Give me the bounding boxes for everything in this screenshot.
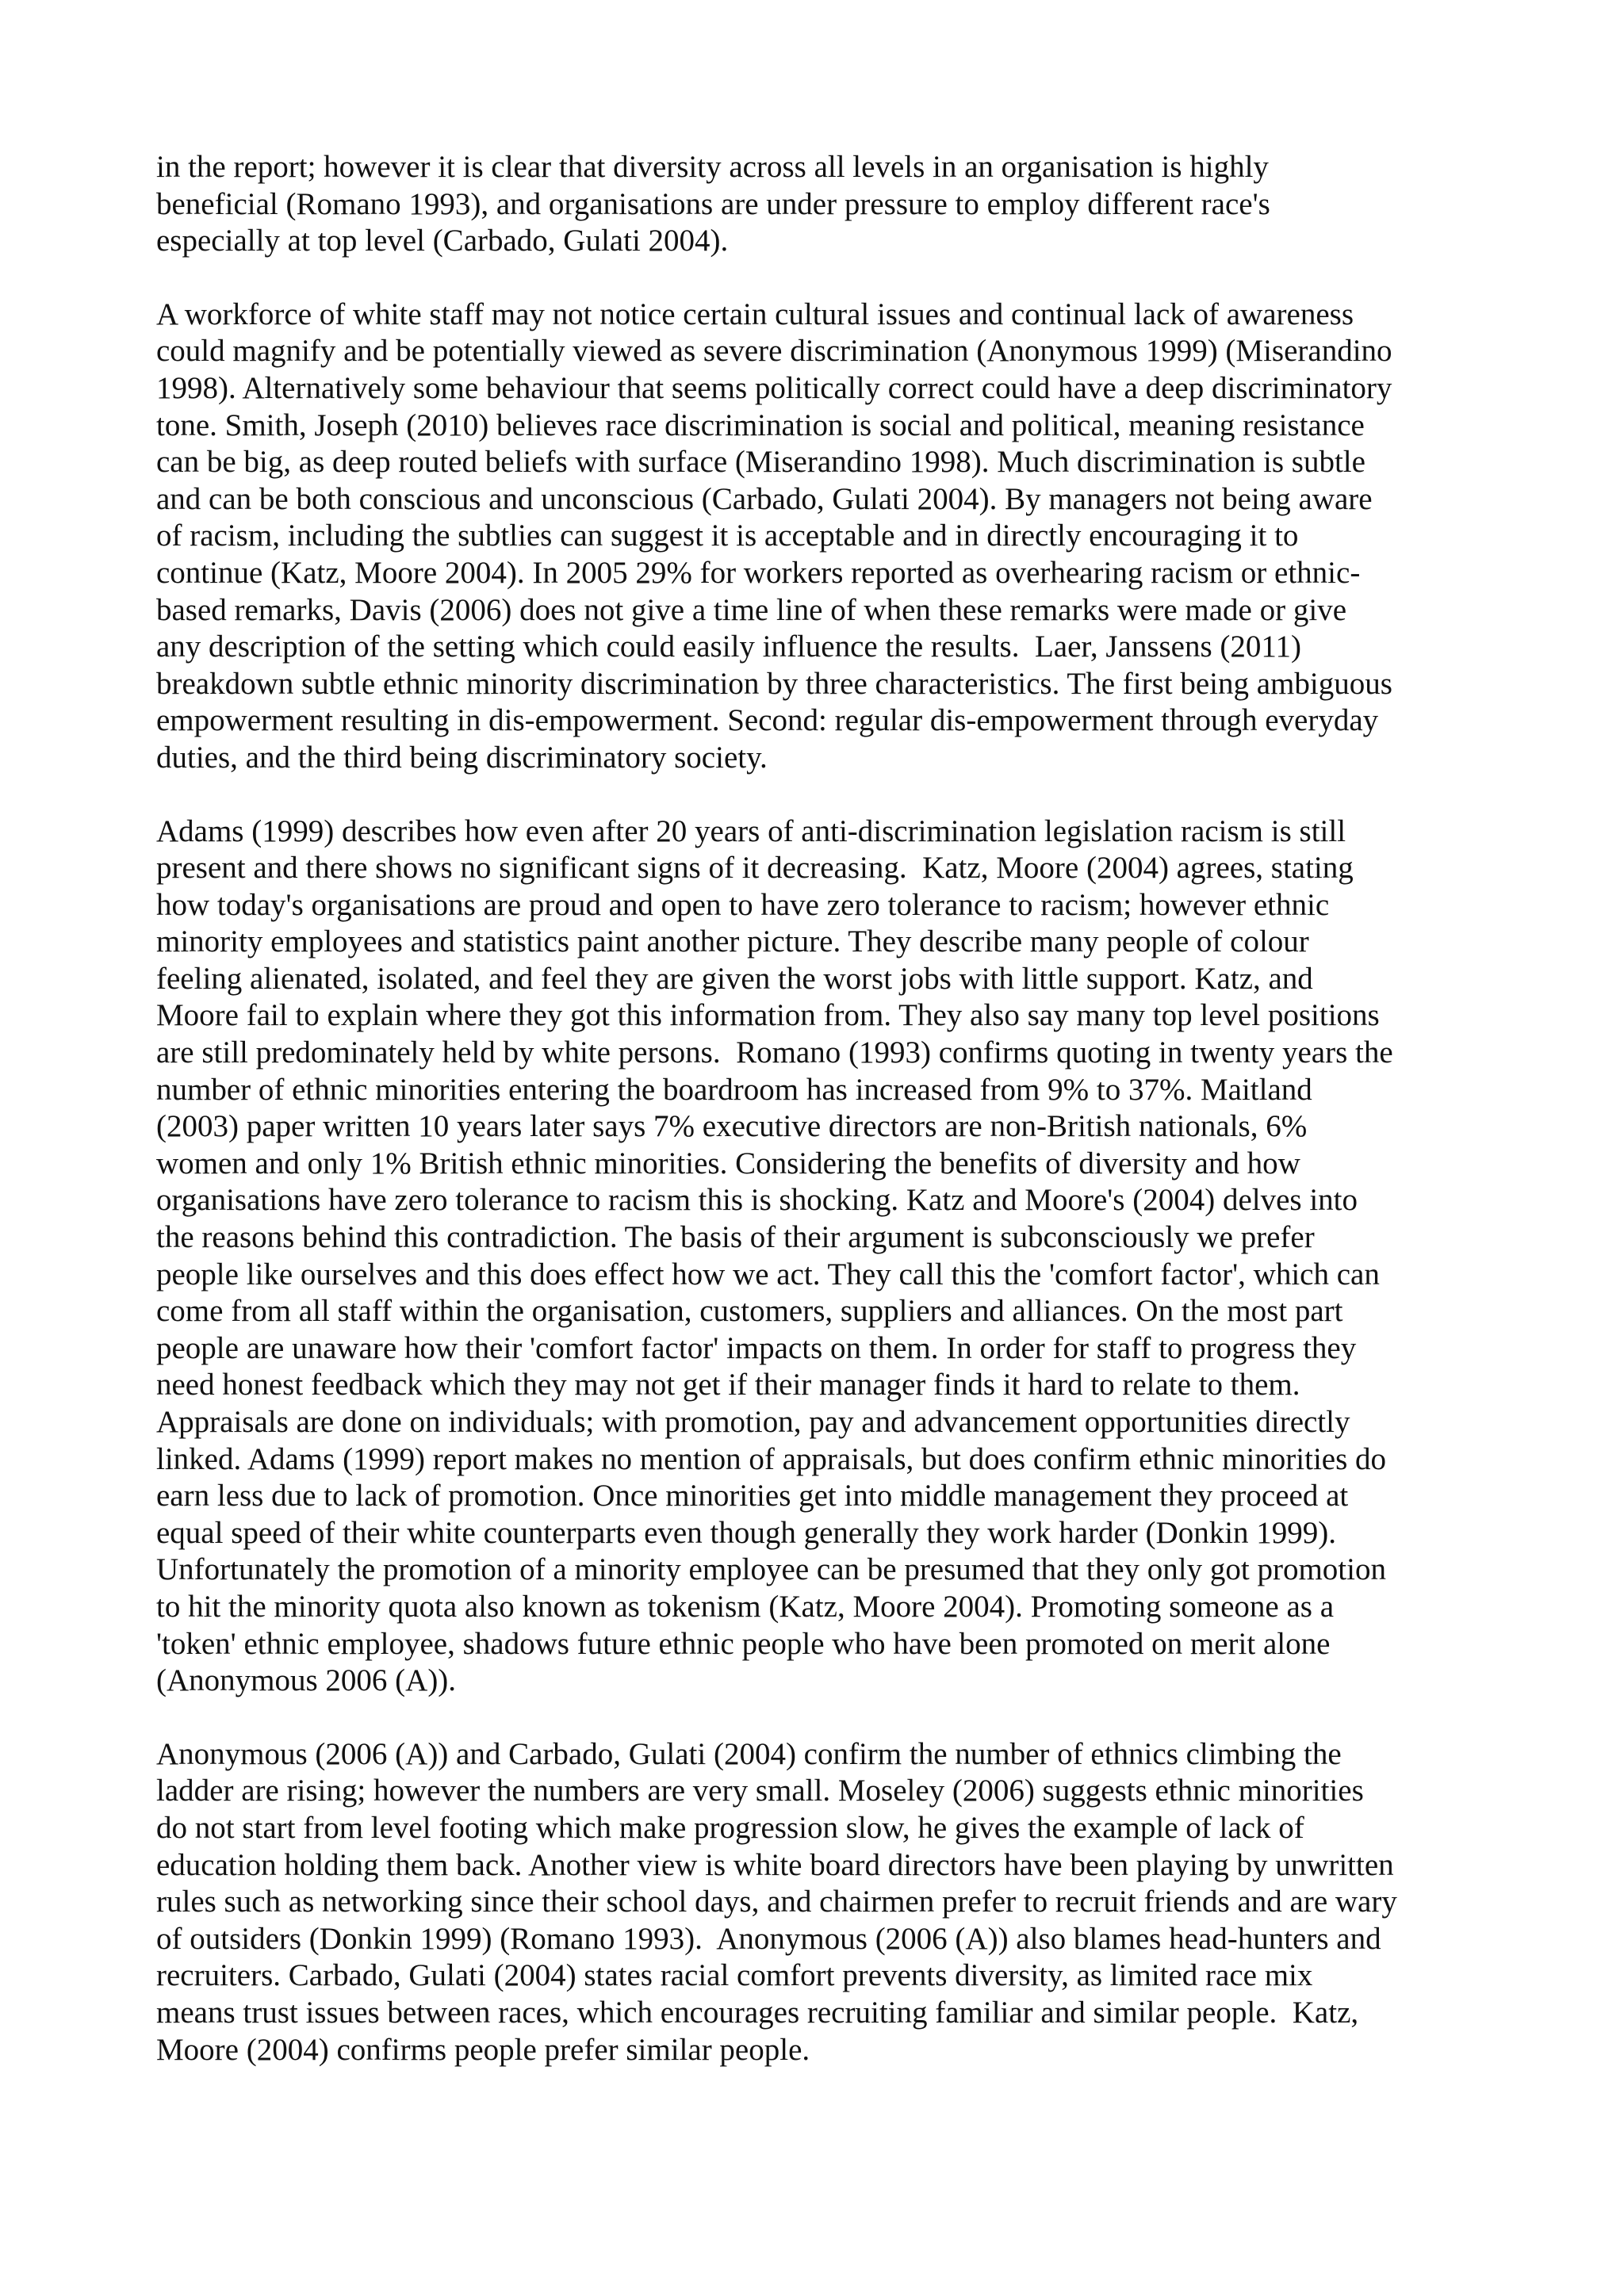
text-line: rules such as networking since their school days, and chairmen prefer to recruit friends and are wary: [156, 1885, 1397, 1919]
text-line: minority employees and statistics paint another picture. They describe many people of colour: [156, 924, 1309, 959]
text-line: ladder are rising; however the numbers are very small. Moseley (2006) suggests ethnic minorities: [156, 1774, 1364, 1808]
text-line: Appraisals are done on individuals; with promotion, pay and advancement opportunities directly: [156, 1405, 1350, 1439]
text-line: people are unaware how their 'comfort factor' impacts on them. In order for staff to progress they: [156, 1330, 1357, 1365]
text-line: earn less due to lack of promotion. Once minorities get into middle management they proceed at: [156, 1479, 1349, 1513]
text-line: breakdown subtle ethnic minority discrimination by three characteristics. The first being ambiguous: [156, 666, 1392, 701]
text-line: feeling alienated, isolated, and feel they are given the worst jobs with little support. Katz, and: [156, 961, 1313, 996]
paragraph: [156, 297, 1504, 777]
text-line: Unfortunately the promotion of a minority employee can be presumed that they only got promotion: [156, 1552, 1386, 1587]
paragraph: [156, 813, 1504, 1700]
text-line: duties, and the third being discriminatory society.: [156, 740, 768, 775]
text-line: 1998). Alternatively some behaviour that seems politically correct could have a deep discriminatory: [156, 370, 1392, 405]
text-line: in the report; however it is clear that diversity across all levels in an organisation is highly: [156, 150, 1269, 184]
text-line: number of ethnic minorities entering the boardroom has increased from 9% to 37%. Maitland: [156, 1072, 1312, 1107]
paragraph: [156, 149, 1504, 260]
text-line: 'token' ethnic employee, shadows future ethnic people who have been promoted on merit alone: [156, 1626, 1331, 1661]
text-line: organisations have zero tolerance to racism this is shocking. Katz and Moore's (2004) delves into: [156, 1183, 1358, 1218]
text-line: A workforce of white staff may not notice certain cultural issues and continual lack of awareness: [156, 297, 1354, 331]
text-line: means trust issues between races, which encourages recruiting familiar and similar people. Katz,: [156, 1995, 1359, 2030]
text-line: of racism, including the subtlies can suggest it is acceptable and in directly encouraging it to: [156, 519, 1299, 553]
text-line: and can be both conscious and unconscious (Carbado, Gulati 2004). By managers not being aware: [156, 481, 1373, 516]
text-line: of outsiders (Donkin 1999) (Romano 1993). Anonymous (2006 (A)) also blames head-hunters and: [156, 1921, 1381, 1956]
text-line: Moore fail to explain where they got this information from. They also say many top level positions: [156, 998, 1380, 1033]
text-line: how today's organisations are proud and open to have zero tolerance to racism; however ethnic: [156, 887, 1330, 922]
text-line: equal speed of their white counterparts even though generally they work harder (Donkin 1999).: [156, 1515, 1337, 1550]
text-line: beneficial (Romano 1993), and organisations are under pressure to employ different race's: [156, 186, 1270, 221]
document-page: [156, 149, 1504, 2105]
text-line: need honest feedback which they may not get if their manager finds it hard to relate to them.: [156, 1368, 1300, 1402]
text-line: (Anonymous 2006 (A)).: [156, 1663, 457, 1698]
text-line: Moore (2004) confirms people prefer similar people.: [156, 2032, 810, 2067]
text-line: present and there shows no significant signs of it decreasing. Katz, Moore (2004) agrees, stating: [156, 851, 1354, 886]
text-line: do not start from level footing which make progression slow, he gives the example of lack of: [156, 1810, 1304, 1845]
text-line: any description of the setting which could easily influence the results. Laer, Janssens (2011): [156, 629, 1301, 664]
text-line: the reasons behind this contradiction. The basis of their argument is subconsciously we prefer: [156, 1220, 1315, 1255]
text-line: empowerment resulting in dis-empowerment. Second: regular dis-empowerment through everyday: [156, 703, 1379, 738]
text-line: could magnify and be potentially viewed as severe discrimination (Anonymous 1999) (Miserandino: [156, 334, 1392, 369]
text-line: Anonymous (2006 (A)) and Carbado, Gulati (2004) confirm the number of ethnics climbing the: [156, 1736, 1342, 1771]
text-line: are still predominately held by white persons. Romano (1993) confirms quoting in twenty years the: [156, 1035, 1393, 1070]
text-line: based remarks, Davis (2006) does not give a time line of when these remarks were made or give: [156, 592, 1347, 627]
text-line: continue (Katz, Moore 2004). In 2005 29% for workers reported as overhearing racism or ethnic-: [156, 555, 1361, 590]
text-line: to hit the minority quota also known as tokenism (Katz, Moore 2004). Promoting someone as a: [156, 1589, 1335, 1624]
text-line: recruiters. Carbado, Gulati (2004) states racial comfort prevents diversity, as limited race mix: [156, 1958, 1313, 1993]
text-line: people like ourselves and this does effect how we act. They call this the 'comfort factor', which can: [156, 1257, 1380, 1292]
text-line: tone. Smith, Joseph (2010) believes race discrimination is social and political, meaning resistance: [156, 408, 1365, 442]
text-line: linked. Adams (1999) report makes no mention of appraisals, but does confirm ethnic minorities do: [156, 1441, 1387, 1476]
paragraph: [156, 1736, 1504, 2068]
text-line: (2003) paper written 10 years later says 7% executive directors are non-British nationals, 6%: [156, 1109, 1308, 1144]
text-line: come from all staff within the organisation, customers, suppliers and alliances. On the most part: [156, 1294, 1343, 1329]
text-line: women and only 1% British ethnic minorities. Considering the benefits of diversity and how: [156, 1146, 1300, 1181]
text-line: Adams (1999) describes how even after 20 years of anti-discrimination legislation racism is still: [156, 813, 1346, 848]
text-line: education holding them back. Another view is white board directors have been playing by unwritten: [156, 1847, 1394, 1882]
text-line: especially at top level (Carbado, Gulati 2004).: [156, 224, 729, 258]
text-line: can be big, as deep routed beliefs with surface (Miserandino 1998). Much discrimination is subtle: [156, 445, 1365, 480]
